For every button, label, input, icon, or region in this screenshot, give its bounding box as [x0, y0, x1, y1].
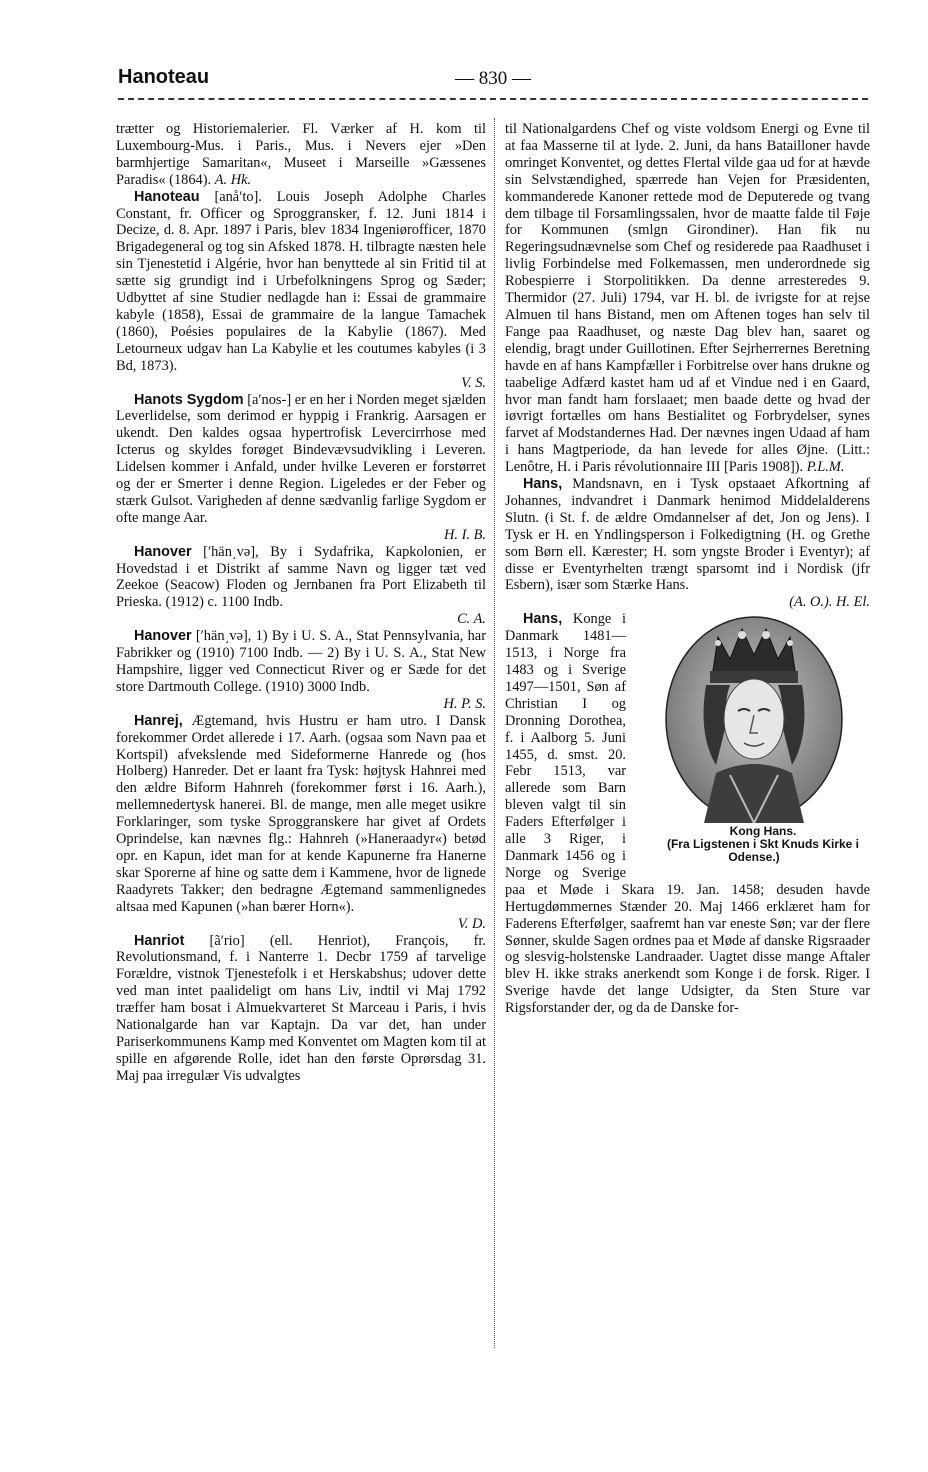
entry-hanover-usa — [116, 628, 486, 713]
headword: Hans, — [523, 611, 563, 628]
running-head — [118, 66, 868, 96]
headword: Hans, — [523, 476, 563, 493]
entry-hans-konge — [505, 611, 870, 1017]
entry-hanriot — [116, 933, 486, 1085]
signature: H. I. B. — [444, 526, 486, 543]
entry-text: Konge i Danmark 1481—1513, i Norge fra 1483 og i Sverige 1497—1501, Søn af Christian I og Dronning Dorothea, f. i Aalborg 5. Juni 1455, d. smst. 20. Febr 1513, var allerede som Barn bleven valgt til sin Faders Efterfølger i alle 3 Riger, i Danmark 1456 og i Norge og Sverige paa et Møde i Skara 19. Jan. 1458; desuden havde Hertugdømmernes Stænder 20. Maj 1466 erklæret ham for Faderens Efterfølger, saafremt han var eneste Søn; var der flere Sønner, skulde Sagen ordnes paa et Møde af danske Rigsraader og slesvig-holstenske Landraader. Uagtet disse mange Aftaler blev H. ikke straks anerkendt som Konge i de forsk. Riger. I Sverige havde det lange Udsigter, da Sten Sture var Rigsforstander der, og da de Danske for- — [505, 611, 870, 1017]
headword: Hanoteau — [134, 188, 200, 205]
headword: Hanrej, — [134, 712, 183, 729]
continuation-text: til Nationalgardens Chef og viste voldsom Energi og Evne til at faa Masserne til at lyde. 2. Juni, da hans Batailloner havde omringet Konventet, og dettes Flertal vilde gaa ud for at hævde sin Selvstændighed, spærrede han Vejen for Præsidenten, kommanderede Kanoner rettede mod de Deputerede og tvang dem tilbage til Forsamlingssalen, hvor de maatte falde til Føje for Kommunen (smlgn Girondiner). Han fik nu Regeringsudnævnelse som Chef og residerede paa Raadhuset i livlig Forbindelse med Folkemassen, men underordnede sig Robespierre i Storpolitikken. Da denne arresteredes 9. Thermidor (27. Juli) 1794, var H. bl. de ivrigste for at rejse Almuen til hans Bistand, men om Aftenen toges han selv til Fange paa Raadhuset, og næste Dag blev han, saaret og elendig, bragt under Guillotinen. Efter Sejrherrernes Beretning havde en af hans Kampfæller i Forbitrelse over hans drukne og taabelige Adfærd kastet ham ud af et Vindue ned i en Gaard, hvor man fandt ham forslaaet; men baade dette og hvad der iøvrigt fortælles om hans Bestialitet og Forbrydelser, synes farvet af Modstandernes Had. Der nævnes ingen Udaad af ham i hans Magtperiode, da han levede for alles Øjne. (Litt.: Lenôtre, H. i Paris révolutionnaire III [Paris 1908]). P.L.M. — [505, 121, 870, 476]
entry-text: [′hän͵və], 1) By i U. S. A., Stat Pennsylvania, har Fabrikker og (1910) 7100 Indb. — 2) By i U. S. A., Stat New Hampshire, ligger ved Connecticut River og er Sæde for det store Dartmouth College. (1910) 3000 Indb. — [116, 628, 486, 695]
headword: Hanover — [134, 543, 192, 560]
entry-text: [a′nos-] er en her i Norden meget sjælden Leverlidelse, som derimod er hyppig i Frankrig. Aarsagen er ukendt. Den kaldes ogsaa hypertrofisk Levercirrhose med Icterus og skyldes forøget Bindevævsudvikling i Leveren. Lidelsen kommer i Anfald, under hvilke Leveren er forstørret og der er Smerter i denne Region. Ligeledes er der Feber og stærk Gulsot. Varigheden af denne sædvanlig farlige Sygdom er ofte mange Aar. — [116, 391, 486, 526]
entry-hanrej — [116, 713, 486, 933]
head-word: Hanoteau — [118, 66, 210, 88]
signature: P.L.M. — [806, 459, 845, 476]
signature: C. A. — [457, 611, 486, 628]
signature: (A. O.). H. El. — [789, 594, 870, 611]
figure-kong-hans — [634, 615, 874, 864]
entry-text: [anå′to]. Louis Joseph Adolphe Charles Constant, fr. Officer og Sproggransker, f. 12. Juni 1814 i Decize, d. 8. Apr. 1897 i Paris, blev 1834 Ingeniørofficer, 1870 Brigadegeneral og tog sin Afsked 1878. H. tilbragte næsten hele sin Tjenestetid i Algérie, hvor han benyttede al sin Fritid til at sætte sig grundigt ind i Urbefolkningens Sprog og Sæder; Udbyttet af sine Studier nedlagde han i: Essai de grammaire kabyle (1858), Essai de grammaire de la langue Tamachek (1860), Poésies populaires de la Kabylie (1867). Med Letourneux udgav han La Kabylie et les coutumes kabyles (i 3 Bd, 1873). — [116, 188, 486, 374]
entry-text: Mandsnavn, en i Tysk opstaaet Afkortning af Johannes, indvandret i Danmark henimod Middelalderens Slutn. (i St. f. de ældre Omdannelser af det, Jon og Jens). I Tysk er H. en Yndlingsperson i Folkedigtning (H. og Grethe som Børn ell. Kærester; H. som yngste Broder i Eventyr); af disse er Eventyrhelten trængt sparsomt ind i Nordisk (jfr Esbern), især som Stærke Hans. — [505, 476, 870, 594]
entry-hans-name — [505, 476, 870, 611]
signature: H. P. S. — [443, 695, 486, 712]
entry-hanover-sydafrika — [116, 544, 486, 629]
entry-hanoteau — [116, 189, 486, 392]
entry-text: [ã′rio] (ell. Henriot), François, fr. Revolutionsmand, f. i Nanterre 1. Decbr 1759 af tarvelige Forældre, vistnok Tjenestefolk i et Herskabshus; udover dette ved man intet paalideligt om hans Liv, indtil vi Maj 1792 træffer ham bosat i Almuekvarteret St Marceau i Paris, i hvis Nationalgarde han var Kaptajn. Da var det, han under Pariserkommunens Kamp med Konventet om Magten kom til at spille en afgørende Rolle, idet han den første Oprørsdag 31. Maj paa irregulær Vis udvalgtes — [116, 932, 486, 1084]
continuation-text: trætter og Historiemalerier. Fl. Værker af H. kom til Luxembourg-Mus. i Paris., Mus. i Nevers ejer »Den barmhjertige Samaritan«, Museet i Marseille »Gæssenes Paradis« (1864). A. Hk. — [116, 121, 486, 188]
figure-caption: Kong Hans. (Fra Ligstenen i Skt Knuds Kirke i Odense.) — [666, 824, 860, 865]
headword: Hanover — [134, 628, 192, 645]
page-number: — 830 — — [455, 68, 531, 89]
entry-hanots-sygdom — [116, 392, 486, 544]
headword: Hanriot — [134, 932, 185, 949]
right-column — [505, 121, 870, 1017]
signature: V. D. — [457, 915, 486, 932]
column-divider — [494, 118, 495, 1348]
entry-text: Ægtemand, hvis Hustru er ham utro. I Dansk forekommer Ordet allerede i 17. Aarh. (ogsaa som Navn paa et Kortspil) afvekslende med Sideformerne Hanrede og (hos Holberg) Hanreder. Det er laant fra Tysk: højtysk Hahnrei med den ældre Biform Hahnreh (forekommer først i 16. Aarh.), mellemnedertysk hanerei. Bl. de mange, men alle meget usikre Forklaringer, som tyske Sproggranskere har givet af Ordets Oprindelse, kan nævnes flg.: Hahnreh (»Haneraadyr«) betød opr. en Kapun, idet man for at kende Kapunerne fra Hanerne skar Sporerne af hine og satte dem i Kammene, hvor de lignede Raadyrets Takker; den bedragne Ægtemand sammenlignedes altsaa med Kapunen (»han bærer Horn«). — [116, 712, 486, 915]
header-rule — [118, 98, 868, 100]
left-column — [116, 121, 486, 1085]
signature: V. S. — [461, 374, 486, 391]
entry-text: [′hän͵və], By i Sydafrika, Kapkolonien, er Hovedstad i et Distrikt af samme Navn og ligger tæt ved Zeekoe (Seacow) Floden og Jernbanen fra Port Elizabeth til Prieska. (1912) c. 1100 Indb. — [116, 543, 486, 611]
headword: Hanots Sygdom — [134, 391, 244, 408]
signature: A. Hk. — [214, 171, 252, 188]
portrait-image — [664, 615, 844, 823]
